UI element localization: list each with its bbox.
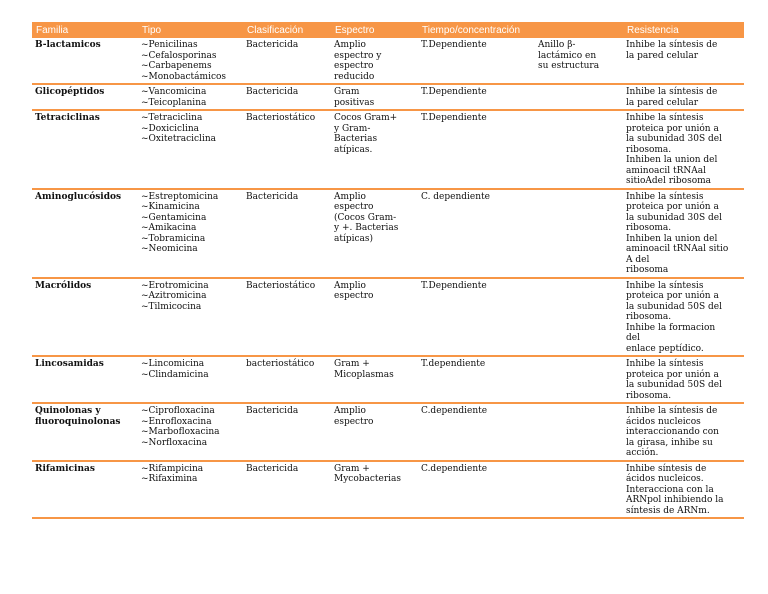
cell-line: ácidos nucleicos xyxy=(626,416,701,427)
cell-line: Mycobacterias xyxy=(334,474,402,484)
cell-line: Tetraciclinas xyxy=(35,113,100,123)
cell-line: fluoroquinolonas xyxy=(35,416,121,427)
cell-line: atípicas. xyxy=(334,144,373,155)
cell-line: Bacteriostático xyxy=(246,280,316,291)
cell-line: ribosoma. xyxy=(626,390,672,401)
cell-clasificacion xyxy=(243,84,331,110)
cell-line: ~Enrofloxacina xyxy=(141,416,212,427)
cell-line: Gram + xyxy=(334,463,370,474)
table-row xyxy=(32,38,744,84)
table-row xyxy=(32,356,744,403)
cell-line: ~Estreptomicina xyxy=(141,191,219,202)
cell-line: Inhibe la síntesis de xyxy=(626,40,718,50)
cell-line: ~Rifampicina xyxy=(141,463,204,474)
cell-tipo xyxy=(138,403,243,461)
cell-line: (Cocos Gram- xyxy=(334,212,397,223)
cell-line: bacteriostático xyxy=(246,359,315,369)
cell-familia xyxy=(32,189,138,278)
cell-line: ~Clindamicina xyxy=(141,369,209,380)
cell-line: su estructura xyxy=(538,61,600,71)
cell-line: ~Carbapenems xyxy=(141,61,212,71)
cell-espectro xyxy=(331,403,418,461)
cell-line: del xyxy=(626,333,640,343)
cell-line: aminoacil tRNAal xyxy=(626,165,707,176)
cell-line: ~Lincomicina xyxy=(141,359,205,369)
header-espectro: Espectro xyxy=(331,22,418,38)
cell-line: espectro xyxy=(334,291,374,301)
header-resistencia: Resistencia xyxy=(623,22,744,38)
cell-line: ~Erotromicina xyxy=(141,280,209,291)
cell-line: proteica por unión a xyxy=(626,123,719,134)
header-clasificacion: Clasificación xyxy=(243,22,331,38)
cell-tiempo xyxy=(418,84,535,110)
table-row xyxy=(32,403,744,461)
table-header xyxy=(32,22,744,38)
cell-line: Bactericida xyxy=(246,463,299,474)
cell-familia xyxy=(32,38,138,84)
cell-line: T.Dependiente xyxy=(421,113,487,123)
cell-line: Micoplasmas xyxy=(334,369,394,380)
cell-line: síntesis de ARNm. xyxy=(626,505,710,516)
cell-line: aminoacil tRNAal sitio xyxy=(626,244,729,254)
cell-line: Bactericida xyxy=(246,40,299,50)
cell-line: ~Azitromicina xyxy=(141,291,207,301)
cell-line: ~Cefalosporinas xyxy=(141,50,217,61)
cell-familia xyxy=(32,403,138,461)
cell-line: Inhibe la síntesis xyxy=(626,280,704,291)
cell-espectro xyxy=(331,461,418,519)
cell-line: ribosoma. xyxy=(626,312,672,322)
cell-line: reducido xyxy=(334,71,375,82)
cell-familia xyxy=(32,84,138,110)
cell-line: ácidos nucleicos. xyxy=(626,474,704,484)
cell-familia xyxy=(32,110,138,189)
cell-resistencia xyxy=(623,278,744,357)
cell-extra xyxy=(535,189,623,278)
cell-clasificacion xyxy=(243,278,331,357)
cell-line: Interacciona con la xyxy=(626,484,714,495)
cell-line: Quinolonas y xyxy=(35,406,101,416)
cell-tipo xyxy=(138,461,243,519)
cell-line: Macrólidos xyxy=(35,280,92,291)
cell-line: Gram xyxy=(334,87,360,97)
cell-resistencia xyxy=(623,461,744,519)
cell-clasificacion xyxy=(243,110,331,189)
cell-line: y +. Bacterias xyxy=(334,223,399,233)
cell-line: Amplio xyxy=(334,191,366,202)
cell-extra xyxy=(535,356,623,403)
cell-line: A del xyxy=(626,254,650,265)
cell-line: T.dependiente xyxy=(421,359,486,369)
cell-tiempo xyxy=(418,403,535,461)
cell-line: Inhibe la síntesis xyxy=(626,191,704,202)
cell-tipo xyxy=(138,38,243,84)
cell-resistencia xyxy=(623,356,744,403)
cell-line: proteica por unión a xyxy=(626,369,719,380)
cell-resistencia xyxy=(623,189,744,278)
cell-line: espectro y xyxy=(334,50,382,61)
cell-line: la pared celular xyxy=(626,50,699,61)
cell-tipo xyxy=(138,84,243,110)
cell-line: ribosoma. xyxy=(626,144,672,155)
cell-line: Glicopéptidos xyxy=(35,87,105,97)
table-body xyxy=(32,38,744,518)
cell-line: Amplio xyxy=(334,40,366,50)
cell-familia xyxy=(32,461,138,519)
cell-line: y Gram- xyxy=(334,123,371,134)
cell-line: espectro xyxy=(334,416,374,427)
cell-line: espectro xyxy=(334,202,374,212)
cell-line: espectro xyxy=(334,61,374,71)
cell-line: Gram + xyxy=(334,359,370,369)
cell-line: Inhibe la formacion xyxy=(626,322,716,333)
cell-resistencia xyxy=(623,84,744,110)
cell-line: positivas xyxy=(334,97,375,108)
cell-line: Inhibe la síntesis de xyxy=(626,406,718,416)
header-tipo: Tipo xyxy=(138,22,243,38)
cell-line: la subunidad 50S del xyxy=(626,380,722,390)
cell-line: ~Tilmicocina xyxy=(141,301,202,312)
cell-line: Aminoglucósidos xyxy=(35,191,122,202)
cell-tiempo xyxy=(418,110,535,189)
cell-clasificacion xyxy=(243,38,331,84)
table-row xyxy=(32,461,744,519)
header-row xyxy=(32,22,744,38)
cell-line: la subunidad 30S del xyxy=(626,212,722,223)
cell-line: proteica por unión a xyxy=(626,291,719,301)
cell-espectro xyxy=(331,110,418,189)
cell-tipo xyxy=(138,110,243,189)
cell-line: ribosoma xyxy=(626,265,669,275)
cell-line: ~Rifaximina xyxy=(141,474,198,484)
cell-line: ~Penicilinas xyxy=(141,40,198,50)
cell-line: ~Norfloxacina xyxy=(141,437,208,448)
cell-line: Bactericida xyxy=(246,87,299,97)
cell-espectro xyxy=(331,278,418,357)
cell-line: Bacteriostático xyxy=(246,113,316,123)
cell-line: la girasa, inhibe su xyxy=(626,437,713,448)
cell-line: T.Dependiente xyxy=(421,280,487,291)
cell-line: Bactericida xyxy=(246,191,299,202)
header-familia: Familia xyxy=(32,22,138,38)
cell-line: ~Amikacina xyxy=(141,223,197,233)
cell-line: Amplio xyxy=(334,280,366,291)
cell-line: ~Neomicina xyxy=(141,244,198,254)
cell-line: ~Kinamicina xyxy=(141,202,200,212)
cell-line: Cocos Gram+ xyxy=(334,113,398,123)
table-row xyxy=(32,278,744,357)
cell-line: Inhibe la síntesis xyxy=(626,113,704,123)
cell-resistencia xyxy=(623,38,744,84)
cell-line: C.dependiente xyxy=(421,463,488,474)
cell-extra xyxy=(535,461,623,519)
header-tiempo: Tiempo/concentración xyxy=(418,22,535,38)
cell-tiempo xyxy=(418,278,535,357)
cell-tipo xyxy=(138,278,243,357)
cell-tiempo xyxy=(418,356,535,403)
cell-line: Bacterias xyxy=(334,134,378,144)
cell-line: la subunidad 50S del xyxy=(626,301,722,312)
cell-tiempo xyxy=(418,189,535,278)
cell-line: C.dependiente xyxy=(421,406,488,416)
cell-line: ~Tobramicina xyxy=(141,233,206,244)
cell-line: Inhibe la síntesis de xyxy=(626,87,718,97)
cell-extra xyxy=(535,403,623,461)
cell-line: ~Oxitetraciclina xyxy=(141,134,216,144)
table-row xyxy=(32,110,744,189)
cell-line: Inhiben la union del xyxy=(626,233,718,244)
cell-espectro xyxy=(331,38,418,84)
cell-line: acción. xyxy=(626,448,659,458)
cell-line: interaccionando con xyxy=(626,427,719,437)
cell-line: Bactericida xyxy=(246,406,299,416)
cell-line: la pared celular xyxy=(626,97,699,108)
cell-line: Inhibe síntesis de xyxy=(626,463,707,474)
cell-espectro xyxy=(331,84,418,110)
cell-extra xyxy=(535,38,623,84)
antibiotics-table xyxy=(32,22,744,519)
cell-tiempo xyxy=(418,38,535,84)
cell-line: ~Gentamicina xyxy=(141,212,207,223)
cell-line: Inhibe la síntesis xyxy=(626,359,704,369)
cell-line: T.Dependiente xyxy=(421,40,487,50)
cell-clasificacion xyxy=(243,189,331,278)
cell-line: atípicas) xyxy=(334,233,374,244)
cell-line: ~Vancomicina xyxy=(141,87,207,97)
cell-line: ~Monobactámicos xyxy=(141,71,227,82)
cell-line: sitioAdel ribosoma xyxy=(626,176,712,186)
cell-espectro xyxy=(331,356,418,403)
cell-line: C. dependiente xyxy=(421,191,490,202)
cell-line: la subunidad 30S del xyxy=(626,134,722,144)
header-extra xyxy=(535,22,623,38)
cell-extra xyxy=(535,110,623,189)
cell-extra xyxy=(535,278,623,357)
cell-line: ~Teicoplanina xyxy=(141,97,207,108)
cell-line: Lincosamidas xyxy=(35,359,104,369)
cell-line: Inhiben la union del xyxy=(626,155,718,165)
cell-line: ARNpol inhibiendo la xyxy=(626,495,724,505)
cell-resistencia xyxy=(623,110,744,189)
cell-tipo xyxy=(138,189,243,278)
cell-tipo xyxy=(138,356,243,403)
cell-line: ~Tetraciclina xyxy=(141,113,203,123)
table-row xyxy=(32,84,744,110)
cell-clasificacion xyxy=(243,403,331,461)
table-row xyxy=(32,189,744,278)
cell-clasificacion xyxy=(243,356,331,403)
cell-familia xyxy=(32,356,138,403)
cell-familia xyxy=(32,278,138,357)
cell-line: enlace peptídico. xyxy=(626,343,704,354)
cell-line: proteica por unión a xyxy=(626,202,719,212)
cell-tiempo xyxy=(418,461,535,519)
cell-line: T.Dependiente xyxy=(421,87,487,97)
cell-line: ~Doxiciclina xyxy=(141,123,200,134)
cell-espectro xyxy=(331,189,418,278)
cell-clasificacion xyxy=(243,461,331,519)
cell-line: ~Ciprofloxacina xyxy=(141,406,215,416)
cell-line: Anillo β- xyxy=(538,40,576,50)
cell-line: B-lactamicos xyxy=(35,40,101,50)
cell-line: Rifamicinas xyxy=(35,463,95,474)
cell-line: ribosoma. xyxy=(626,223,672,233)
cell-line: Amplio xyxy=(334,406,366,416)
cell-extra xyxy=(535,84,623,110)
cell-resistencia xyxy=(623,403,744,461)
cell-line: lactámico en xyxy=(538,50,597,61)
cell-line: ~Marbofloxacina xyxy=(141,427,220,437)
